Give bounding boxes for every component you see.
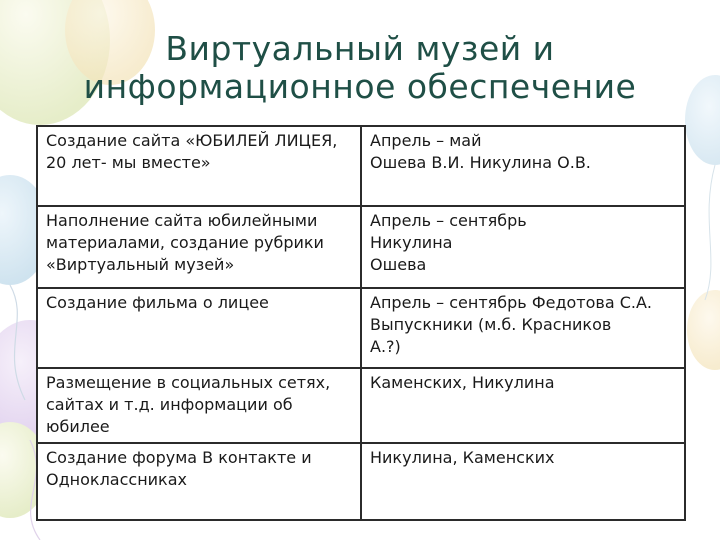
balloon-shape: [685, 75, 720, 165]
responsible-cell: [361, 368, 685, 443]
responsible-cell: [361, 126, 685, 206]
balloon-string: [705, 165, 715, 300]
responsible-cell: [361, 443, 685, 520]
task-cell: Создание форума В контакте и Одноклассниках: [37, 443, 361, 520]
responsible-line: А.?): [370, 337, 401, 356]
responsible-line: Апрель – сентябрь: [370, 211, 527, 230]
plan-table: [36, 125, 686, 521]
table-row: [37, 368, 685, 443]
responsible-line: Апрель – сентябрь Федотова С.А.: [370, 293, 653, 312]
responsible-cell: [361, 206, 685, 288]
responsible-line: Никулина: [370, 233, 453, 252]
slide-title-line-2: информационное обеспечение: [83, 67, 637, 106]
table-row: [37, 443, 685, 520]
responsible-line: Никулина, Каменских: [370, 448, 555, 467]
responsible-line: Выпускники (м.б. Красников: [370, 315, 612, 334]
responsible-line: Ошева В.И. Никулина О.В.: [370, 153, 591, 172]
task-cell: Создание сайта «ЮБИЛЕЙ ЛИЦЕЯ, 20 лет- мы вместе»: [37, 126, 361, 206]
balloon-shape: [687, 290, 720, 370]
responsible-line: Ошева: [370, 255, 427, 274]
task-cell: Наполнение сайта юбилейными материалами, создание рубрики «Виртуальный музей»: [37, 206, 361, 288]
task-cell: Создание фильма о лицее: [37, 288, 361, 368]
responsible-line: Апрель – май: [370, 131, 482, 150]
table-row: [37, 206, 685, 288]
task-cell: Размещение в социальных сетях, сайтах и т.д. информации об юбилее: [37, 368, 361, 443]
table-row: [37, 288, 685, 368]
slide-title-line-1: Виртуальный музей и: [165, 29, 555, 68]
table-row: [37, 126, 685, 206]
responsible-line: Каменских, Никулина: [370, 373, 555, 392]
responsible-cell: [361, 288, 685, 368]
slide-title: [40, 30, 680, 106]
